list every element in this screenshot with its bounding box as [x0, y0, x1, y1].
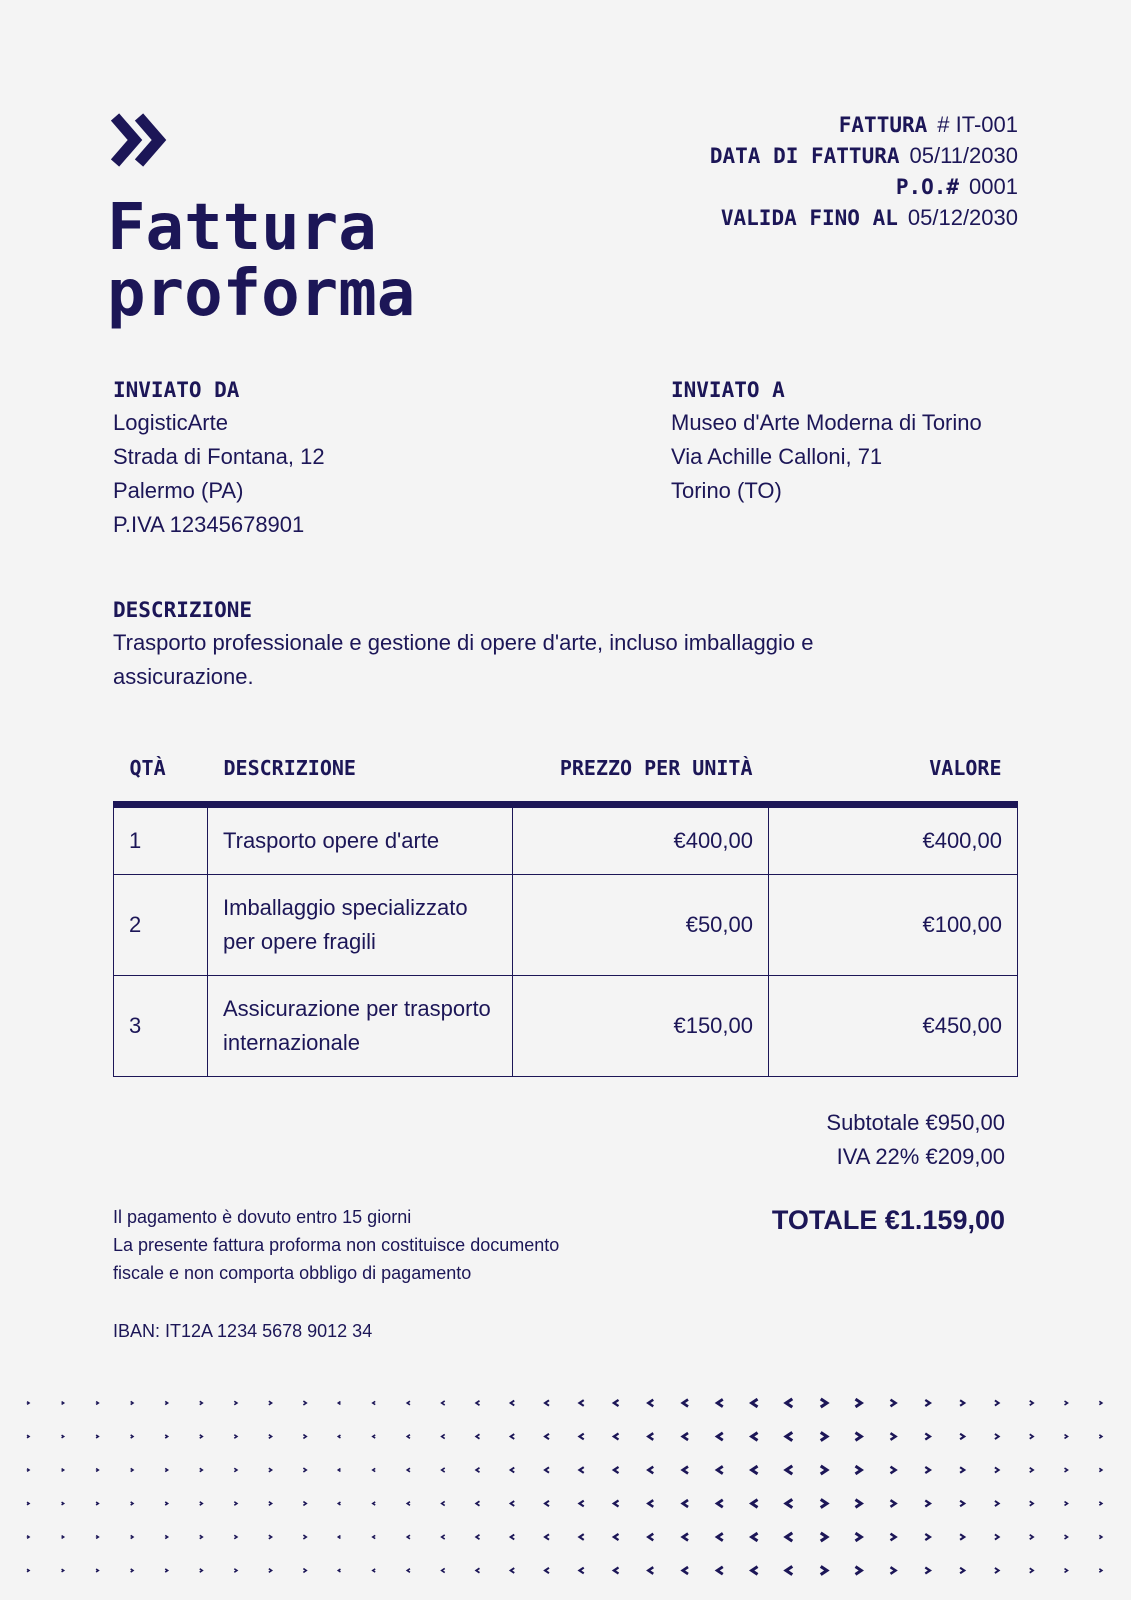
chevron-right-icon: [821, 1533, 827, 1541]
chevron-right-icon: [855, 1567, 861, 1575]
chevron-right-icon: [62, 1469, 64, 1472]
vat-amount: IVA 22% €209,00: [836, 1144, 1005, 1169]
chevron-left-icon: [338, 1435, 340, 1438]
chevron-right-icon: [890, 1400, 895, 1407]
chevron-right-icon: [303, 1535, 306, 1539]
chevron-right-icon: [234, 1468, 237, 1472]
chevron-left-icon: [614, 1534, 619, 1540]
chevron-left-icon: [545, 1501, 549, 1506]
chevron-left-icon: [545, 1434, 549, 1439]
chevron-left-icon: [648, 1567, 653, 1574]
chevron-left-icon: [373, 1435, 375, 1438]
invoice-meta: [710, 109, 1018, 233]
chevron-left-icon: [614, 1467, 619, 1473]
chevron-left-icon: [717, 1500, 723, 1507]
chevron-right-icon: [96, 1536, 98, 1539]
cell-qty: 3: [114, 976, 208, 1077]
cell-unit-price: €50,00: [513, 875, 769, 976]
chevron-right-icon: [27, 1435, 29, 1438]
chevron-left-icon: [717, 1399, 723, 1406]
chevron-right-icon: [165, 1569, 167, 1572]
chevron-right-icon: [234, 1401, 237, 1405]
chevron-right-icon: [165, 1468, 167, 1471]
chevron-right-icon: [890, 1467, 895, 1474]
chevron-right-icon: [1099, 1401, 1102, 1404]
chevron-left-icon: [717, 1466, 723, 1473]
chevron-left-icon: [407, 1569, 410, 1573]
sender-block: [113, 374, 325, 542]
chevron-right-icon: [821, 1466, 827, 1474]
table-row: [114, 976, 1018, 1077]
chevron-right-icon: [1099, 1569, 1102, 1572]
meta-invoice-number: [710, 109, 1018, 140]
chevron-left-icon: [338, 1536, 340, 1539]
chevron-right-icon: [200, 1468, 203, 1471]
chevron-right-icon: [995, 1501, 999, 1506]
chevron-right-icon: [925, 1400, 930, 1406]
chevron-right-icon: [960, 1534, 964, 1540]
chevron-right-icon: [890, 1567, 895, 1574]
recipient-name: Museo d'Arte Moderna di Torino: [671, 410, 982, 435]
chevron-right-icon: [1030, 1401, 1033, 1406]
chevron-left-icon: [786, 1432, 792, 1440]
chevron-right-icon: [855, 1533, 861, 1541]
chevron-left-icon: [614, 1433, 619, 1439]
meta-label: P.O.#: [895, 175, 960, 199]
cell-unit-price: €150,00: [513, 976, 769, 1077]
chevron-left-icon: [786, 1499, 792, 1507]
chevron-left-icon: [683, 1500, 688, 1507]
chevron-right-icon: [96, 1502, 98, 1505]
chevron-right-icon: [269, 1502, 272, 1506]
meta-po-number: [710, 171, 1018, 202]
chevron-right-icon: [1099, 1468, 1102, 1471]
chevron-right-icon: [890, 1534, 895, 1541]
note-line: Il pagamento è dovuto entro 15 giorni: [113, 1207, 412, 1227]
chevron-left-icon: [648, 1534, 653, 1541]
chevron-left-icon: [545, 1400, 549, 1405]
chevron-right-icon: [855, 1500, 861, 1508]
chevron-pattern: [0, 1380, 1131, 1600]
chevron-left-icon: [579, 1434, 583, 1440]
chevron-right-icon: [1030, 1535, 1033, 1540]
chevron-right-icon: [165, 1435, 167, 1438]
chevron-left-icon: [476, 1401, 479, 1405]
chevron-right-icon: [995, 1434, 999, 1439]
chevron-right-icon: [131, 1535, 133, 1538]
chevron-right-icon: [995, 1568, 999, 1573]
chevron-right-icon: [234, 1569, 237, 1573]
chevron-right-icon: [131, 1502, 133, 1505]
chevron-right-icon: [200, 1535, 203, 1538]
chevron-right-icon: [27, 1569, 29, 1572]
chevron-left-icon: [442, 1468, 445, 1472]
chevron-right-icon: [821, 1566, 827, 1574]
chevron-right-icon: [131, 1435, 133, 1438]
cell-description: Assicurazione per trasporto internazionale: [208, 976, 513, 1077]
chevron-left-icon: [683, 1467, 688, 1474]
chevron-right-icon: [200, 1502, 203, 1505]
chevron-right-icon: [303, 1401, 306, 1405]
chevron-left-icon: [786, 1533, 792, 1541]
chevron-right-icon: [1099, 1502, 1102, 1505]
chevron-left-icon: [752, 1567, 758, 1575]
chevron-left-icon: [373, 1401, 375, 1404]
title-line-2: proforma: [107, 257, 416, 331]
chevron-left-icon: [717, 1567, 723, 1574]
chevron-right-icon: [269, 1569, 272, 1573]
sender-city: Palermo (PA): [113, 478, 244, 503]
chevron-right-icon: [1065, 1401, 1068, 1405]
chevron-left-icon: [579, 1568, 583, 1574]
chevron-left-icon: [717, 1433, 723, 1440]
chevron-left-icon: [338, 1402, 340, 1405]
payment-notes: [113, 1203, 559, 1287]
chevron-right-icon: [165, 1502, 167, 1505]
chevron-left-icon: [442, 1535, 445, 1539]
chevron-right-icon: [1065, 1569, 1068, 1573]
description-text: Trasporto professionale e gestione di opere d'arte, incluso imballaggio e assicurazione.: [113, 630, 814, 689]
sender-address: Strada di Fontana, 12: [113, 444, 325, 469]
chevron-right-icon: [1065, 1435, 1068, 1439]
chevron-left-icon: [511, 1401, 515, 1406]
cell-value: €450,00: [769, 976, 1018, 1077]
sender-name: LogisticArte: [113, 410, 228, 435]
chevron-right-icon: [200, 1569, 203, 1572]
chevron-left-icon: [511, 1501, 515, 1506]
chevron-right-icon: [165, 1401, 167, 1404]
cell-value: €400,00: [769, 805, 1018, 875]
chevron-left-icon: [373, 1468, 375, 1471]
chevron-left-icon: [338, 1569, 340, 1572]
page-title: [107, 191, 416, 331]
chevron-right-icon: [96, 1569, 98, 1572]
chevron-right-icon: [1099, 1435, 1102, 1438]
chevron-left-icon: [476, 1434, 479, 1438]
chevron-left-icon: [338, 1469, 340, 1472]
table-header-row: [114, 735, 1018, 805]
header-unit-price: PREZZO PER UNITÀ: [513, 735, 769, 805]
chevron-left-icon: [752, 1433, 758, 1441]
chevron-left-icon: [476, 1468, 479, 1472]
chevron-left-icon: [511, 1434, 515, 1439]
chevron-right-icon: [200, 1435, 203, 1438]
chevron-right-icon: [62, 1502, 64, 1505]
chevron-right-icon: [269, 1468, 272, 1472]
chevron-right-icon: [303, 1435, 306, 1439]
recipient-heading: INVIATO A: [671, 378, 785, 402]
chevron-right-icon: [96, 1402, 98, 1405]
chevron-left-icon: [683, 1433, 688, 1440]
chevron-right-icon: [925, 1500, 930, 1506]
cell-qty: 2: [114, 875, 208, 976]
chevron-right-icon: [234, 1502, 237, 1506]
chevron-left-icon: [579, 1501, 583, 1507]
header-description: DESCRIZIONE: [208, 735, 513, 805]
chevron-left-icon: [442, 1434, 445, 1438]
chevron-right-icon: [234, 1435, 237, 1439]
header-qty: QTÀ: [114, 735, 208, 805]
items-table: [113, 735, 1018, 1077]
note-line: fiscale e non comporta obbligo di pagamento: [113, 1263, 472, 1283]
chevron-right-icon: [995, 1534, 999, 1539]
chevron-left-icon: [476, 1568, 479, 1572]
chevron-left-icon: [545, 1534, 549, 1539]
chevron-right-icon: [1030, 1468, 1033, 1473]
chevron-right-icon: [960, 1434, 964, 1440]
recipient-city: Torino (TO): [671, 478, 782, 503]
chevron-right-icon: [960, 1400, 964, 1406]
cell-description: Imballaggio specializzato per opere fragili: [208, 875, 513, 976]
chevron-right-icon: [62, 1435, 64, 1438]
chevron-left-icon: [752, 1533, 758, 1541]
chevron-left-icon: [614, 1400, 619, 1406]
chevron-right-icon: [855, 1433, 861, 1441]
chevron-left-icon: [407, 1468, 410, 1472]
chevron-right-icon: [821, 1499, 827, 1507]
chevron-left-icon: [373, 1569, 375, 1572]
chevron-right-icon: [925, 1534, 930, 1540]
chevron-right-icon: [1065, 1468, 1068, 1472]
meta-value: 0001: [969, 174, 1018, 199]
chevron-left-icon: [545, 1568, 549, 1573]
chevron-left-icon: [786, 1399, 792, 1407]
chevron-left-icon: [476, 1501, 479, 1505]
meta-label: DATA DI FATTURA: [709, 144, 900, 168]
cell-description: Trasporto opere d'arte: [208, 805, 513, 875]
chevron-left-icon: [442, 1568, 445, 1572]
chevron-right-icon: [1030, 1501, 1033, 1506]
recipient-address: Via Achille Calloni, 71: [671, 444, 883, 469]
chevron-right-icon: [890, 1500, 895, 1507]
chevron-right-icon: [995, 1400, 999, 1405]
chevron-right-icon: [303, 1569, 306, 1573]
chevron-right-icon: [165, 1535, 167, 1538]
chevron-left-icon: [648, 1433, 653, 1440]
chevron-right-icon: [1099, 1535, 1102, 1538]
chevron-left-icon: [683, 1534, 688, 1541]
chevron-left-icon: [373, 1535, 375, 1538]
chevron-left-icon: [579, 1400, 583, 1406]
note-line: La presente fattura proforma non costituisce documento: [113, 1235, 560, 1255]
chevron-right-icon: [96, 1435, 98, 1438]
chevron-left-icon: [717, 1533, 723, 1540]
chevron-right-icon: [960, 1568, 964, 1574]
chevron-left-icon: [614, 1567, 619, 1573]
chevron-right-icon: [303, 1502, 306, 1506]
chevron-left-icon: [407, 1435, 410, 1439]
chevron-right-icon: [855, 1399, 861, 1407]
chevron-left-icon: [648, 1400, 653, 1407]
description-block: [113, 594, 913, 694]
chevron-right-icon: [925, 1467, 930, 1473]
meta-value: # IT-001: [937, 112, 1018, 137]
chevron-right-icon: [821, 1399, 827, 1407]
chevron-left-icon: [786, 1466, 792, 1474]
header-value: VALORE: [769, 735, 1018, 805]
chevron-right-icon: [855, 1466, 861, 1474]
subtotal: Subtotale €950,00: [826, 1110, 1005, 1135]
chevron-right-icon: [303, 1468, 306, 1472]
sender-vat: P.IVA 12345678901: [113, 512, 305, 537]
chevron-left-icon: [614, 1500, 619, 1506]
chevron-right-icon: [960, 1467, 964, 1473]
cell-value: €100,00: [769, 875, 1018, 976]
grand-total: TOTALE €1.159,00: [771, 1205, 1005, 1235]
chevron-right-icon: [62, 1402, 64, 1405]
chevron-left-icon: [407, 1502, 410, 1506]
chevron-right-icon: [234, 1535, 237, 1539]
chevron-right-icon: [131, 1569, 133, 1572]
chevron-left-icon: [511, 1535, 515, 1540]
chevron-left-icon: [648, 1500, 653, 1507]
recipient-block: [671, 374, 982, 508]
meta-value: 05/12/2030: [907, 205, 1018, 230]
chevron-right-icon: [1030, 1568, 1033, 1573]
chevron-left-icon: [648, 1467, 653, 1474]
meta-label: VALIDA FINO AL: [720, 206, 898, 230]
chevron-left-icon: [373, 1502, 375, 1505]
meta-label: FATTURA: [838, 113, 928, 137]
chevron-left-icon: [752, 1500, 758, 1508]
chevron-right-icon: [925, 1567, 930, 1573]
chevron-right-icon: [27, 1402, 29, 1405]
chevron-left-icon: [545, 1467, 549, 1472]
chevron-right-icon: [821, 1432, 827, 1440]
chevron-left-icon: [683, 1567, 688, 1574]
chevron-right-icon: [995, 1467, 999, 1472]
chevron-right-icon: [925, 1433, 930, 1439]
chevron-right-icon: [1030, 1434, 1033, 1439]
chevron-left-icon: [442, 1401, 445, 1405]
totals-block: [826, 1106, 1005, 1174]
double-chevron-right-icon: [111, 112, 169, 168]
meta-value: 05/11/2030: [909, 143, 1018, 168]
table-row: [114, 805, 1018, 875]
chevron-right-icon: [960, 1501, 964, 1507]
chevron-right-icon: [96, 1469, 98, 1472]
title-line-1: Fattura: [107, 191, 377, 265]
chevron-right-icon: [1065, 1535, 1068, 1539]
chevron-right-icon: [27, 1469, 29, 1472]
table-row: [114, 875, 1018, 976]
chevron-left-icon: [752, 1466, 758, 1474]
chevron-right-icon: [62, 1536, 64, 1539]
chevron-right-icon: [62, 1569, 64, 1572]
chevron-left-icon: [407, 1535, 410, 1539]
chevron-left-icon: [786, 1566, 792, 1574]
cell-unit-price: €400,00: [513, 805, 769, 875]
meta-invoice-date: [710, 140, 1018, 171]
chevron-left-icon: [442, 1501, 445, 1505]
chevron-left-icon: [511, 1568, 515, 1573]
chevron-right-icon: [200, 1401, 203, 1404]
chevron-right-icon: [1065, 1502, 1068, 1506]
description-heading: DESCRIZIONE: [113, 598, 253, 622]
chevron-left-icon: [579, 1467, 583, 1473]
chevron-right-icon: [27, 1536, 29, 1539]
sender-heading: INVIATO DA: [113, 378, 240, 402]
chevron-right-icon: [27, 1502, 29, 1505]
chevron-right-icon: [269, 1535, 272, 1539]
chevron-left-icon: [338, 1502, 340, 1505]
cell-qty: 1: [114, 805, 208, 875]
chevron-right-icon: [269, 1401, 272, 1405]
chevron-right-icon: [269, 1435, 272, 1439]
iban: IBAN: IT12A 1234 5678 9012 34: [113, 1321, 373, 1341]
chevron-left-icon: [407, 1401, 410, 1405]
chevron-left-icon: [752, 1399, 758, 1407]
chevron-right-icon: [131, 1468, 133, 1471]
chevron-left-icon: [511, 1468, 515, 1473]
chevron-left-icon: [683, 1400, 688, 1407]
chevron-left-icon: [476, 1535, 479, 1539]
meta-valid-until: [710, 202, 1018, 233]
chevron-right-icon: [131, 1401, 133, 1404]
chevron-left-icon: [579, 1534, 583, 1540]
chevron-right-icon: [890, 1433, 895, 1440]
